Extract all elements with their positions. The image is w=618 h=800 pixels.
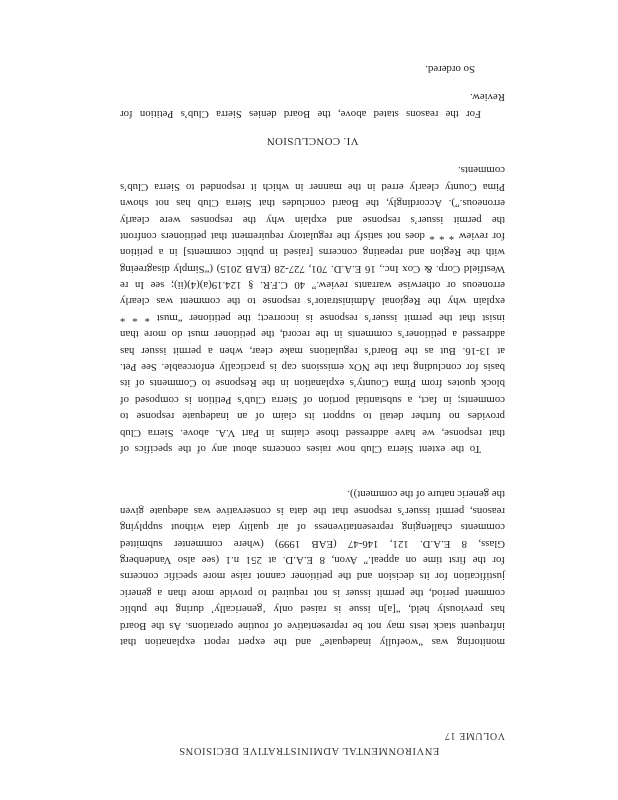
text-line: that response, we have addressed those claims in Part V.A. above. Sierra Club [120,426,505,439]
closing-text: So ordered. [425,62,475,75]
text-line: comments. [457,164,505,177]
running-head: ENVIRONMENTAL ADMINISTRATIVE DECISIONS [178,745,440,756]
text-line: the permit issuer’s response and explain why the responses were clearly [120,213,505,226]
text-line: insist that the permit issuer’s response is incorrect; the petitioner “must * * * [120,311,505,324]
text-line: infrequent stack tests may not be representative of routine operations. As the Board [120,619,505,632]
text-line: provides no further detail to support its claim of an inadequate response to [120,410,505,423]
text-line: at 13-16. But as the Board’s regulations make clear, when a permit issuer has [120,344,505,357]
text-line: To the extent Sierra Club now raises concerns about any of the specifics of [120,443,481,455]
text-line: reasons, permit issuer’s response that the data is conservative was adequate given [120,504,505,517]
text-line: Pima County clearly erred in the manner in which it responded to Sierra Club’s [120,180,505,193]
text-line: for the first time on appeal.” Avon, 8 E.A.D. at 251 n.1 (see also Vandenberg [120,554,505,567]
text-line: Westfield Corp. & Cox Inc., 16 E.A.D. 701, 727-28 (EAB 2015) (“Simply disagreeing [120,262,505,275]
text-line: Review. [470,91,505,104]
top-paragraph [120,486,505,650]
text-line: comment period, the permit issuer is not required to provide more than a generic [120,586,505,599]
text-line: basis for concluding that the NOx emissions cap is practically enforceable. See Pet. [120,361,505,374]
volume-label: VOLUME 17 [444,730,505,741]
text-line: monitoring was “woefully inadequate” and the expert report explanation that [120,636,505,648]
text-line: for review * * * does not satisfy the regulatory requirement that petitioners confront [120,229,505,242]
text-line: the generic nature of the comment)). [347,488,505,501]
text-line: comments; in fact, a substantial portion of Sierra Club’s Petition is composed of [120,393,505,406]
text-line: explain why the Regional Administrator’s response to the comment was clearly [120,295,505,308]
text-line: has previously held, “[a]n issue is raised only ‘generically’ during the public [120,603,505,616]
text-line: For the reasons stated above, the Board denies Sierra Club’s Petition for [120,107,481,120]
text-line: justification for its decision and the petitioner cannot raise more specific concerns [120,570,505,583]
text-line: with the Region and repeating concerns [raised in public comments] in a petition [120,246,505,259]
text-line: block quotes from Pima County’s explanation in the Response to Comments of its [120,377,505,390]
text-line: erroneous.”). Accordingly, the Board concludes that Sierra Club has not shown [120,197,505,210]
text-line: comments challenging representativeness of air quality data without supplying [120,521,505,534]
section-heading: VI. CONCLUSION [266,134,359,147]
middle-paragraph [120,60,505,457]
text-line: Glass, 8 E.A.D. 121, 146-47 (EAB 1999) (where commenter submitted [120,537,505,550]
text-line: erroneous or otherwise warrants review.” 40 C.F.R. § 124.19(a)(4)(ii); see In re [120,279,505,292]
text-line: addressed a petitioner’s comments in the record, the petitioner must do more than [120,328,505,341]
